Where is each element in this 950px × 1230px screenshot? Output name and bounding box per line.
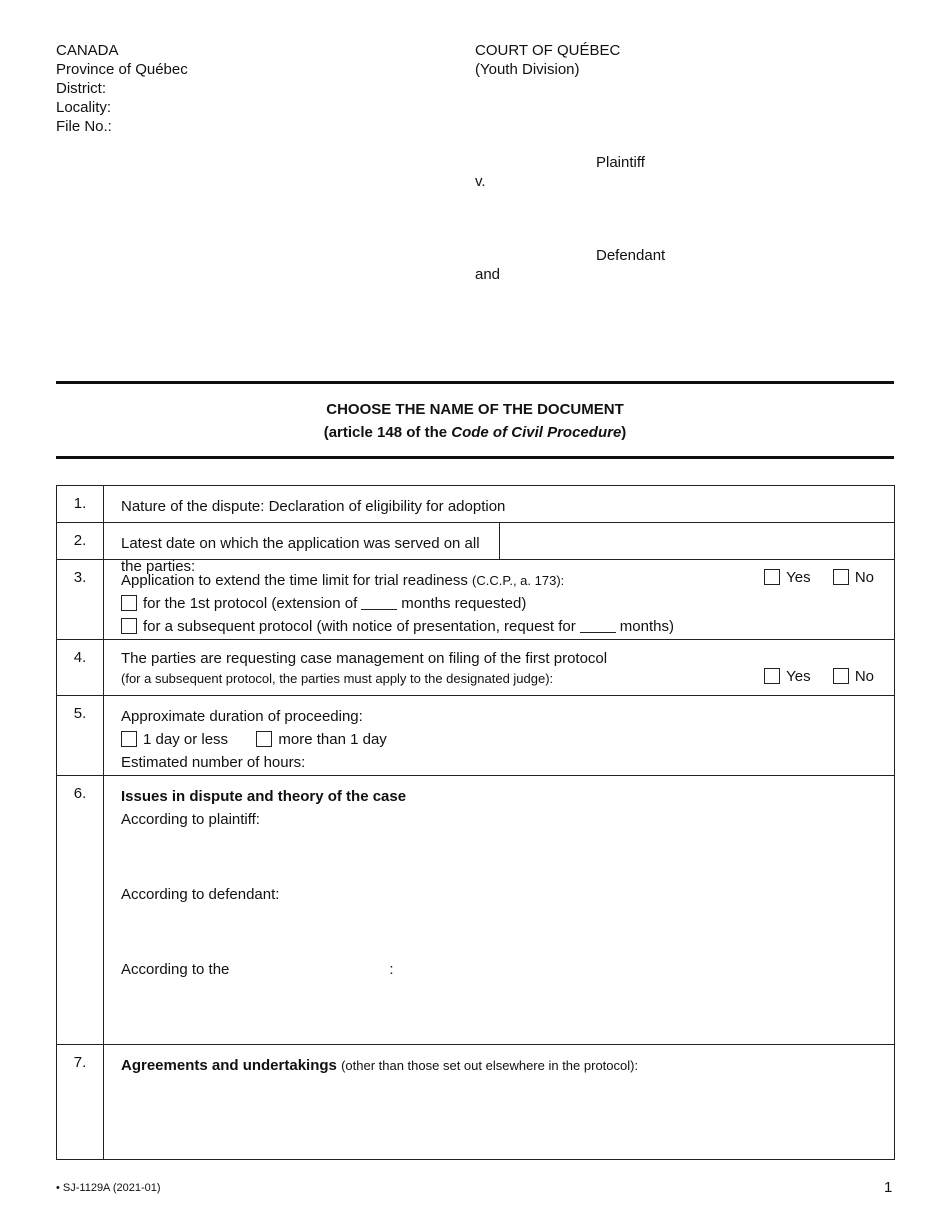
table-row xyxy=(57,1045,895,1160)
dispute-nature: Nature of the dispute: Declaration of eligibility for adoption xyxy=(121,498,506,515)
district-label: District: xyxy=(56,80,106,97)
one-day-checkbox[interactable] xyxy=(121,731,137,747)
agreements-heading: Agreements and undertakings xyxy=(121,1057,337,1074)
extension-yes-checkbox[interactable] xyxy=(764,569,780,585)
row-number: 7. xyxy=(73,1054,87,1071)
duration-label: Approximate duration of proceeding: xyxy=(121,708,363,725)
plaintiff-label: Plaintiff xyxy=(596,154,645,171)
service-date-label: Latest date on which the application was served on all the parties: xyxy=(121,535,480,575)
estimated-hours-label: Estimated number of hours: xyxy=(121,754,306,771)
country: CANADA xyxy=(56,42,119,59)
service-date-field[interactable] xyxy=(499,523,895,560)
defendant-position-label: According to defendant: xyxy=(121,886,280,903)
more-than-one-day-checkbox[interactable] xyxy=(256,731,272,747)
header-right xyxy=(475,41,620,79)
case-management-label: The parties are requesting case management on filing of the first protocol xyxy=(121,650,608,667)
province: Province of Québec xyxy=(56,61,188,78)
document-subtitle: (article 148 of the Code of Civil Procedure) xyxy=(323,424,627,441)
table-row xyxy=(57,486,895,523)
code-name: Code of Civil Procedure xyxy=(451,424,622,441)
row-number: 3. xyxy=(73,569,87,586)
extension-label: Application to extend the time limit for trial readiness xyxy=(121,572,468,589)
defendant-label: Defendant xyxy=(596,247,666,264)
file-no-label: File No.: xyxy=(56,118,112,135)
row-number: 4. xyxy=(73,649,87,666)
protocol-table xyxy=(56,485,895,1160)
court-name: COURT OF QUÉBEC xyxy=(475,42,621,59)
months-blank[interactable] xyxy=(361,596,397,610)
court-division: (Youth Division) xyxy=(475,61,580,78)
service-date-value xyxy=(500,523,895,559)
and-label: and xyxy=(475,266,501,283)
issues-heading: Issues in dispute and theory of the case xyxy=(121,788,407,805)
table-row: 5. Approximate duration of proceeding: 1 day or less more than 1 day Estimated number of hours: xyxy=(57,696,895,776)
table-row xyxy=(57,523,895,560)
document-title xyxy=(56,401,894,418)
locality-label: Locality: xyxy=(56,99,112,116)
top-rule xyxy=(56,381,894,384)
case-management-yes-checkbox[interactable] xyxy=(764,668,780,684)
extension-yes-no: Yes No xyxy=(746,566,874,589)
row-number: 2. xyxy=(73,532,87,549)
case-management-no-checkbox[interactable] xyxy=(833,668,849,684)
defendant-position-field[interactable] xyxy=(121,906,878,958)
row-number: 1. xyxy=(73,495,87,512)
first-protocol-checkbox[interactable] xyxy=(121,595,137,611)
bottom-rule xyxy=(56,456,894,459)
plaintiff-position-field[interactable] xyxy=(121,831,878,883)
months-blank[interactable] xyxy=(580,619,616,633)
row-number: 5. xyxy=(73,705,87,722)
row-number: 6. xyxy=(73,785,87,802)
header-left xyxy=(56,41,188,136)
case-management-yes-no: Yes No xyxy=(746,667,874,687)
versus-label: v. xyxy=(475,173,486,190)
agreements-note: (other than those set out elsewhere in the protocol): xyxy=(341,1058,639,1073)
subsequent-protocol-checkbox[interactable] xyxy=(121,618,137,634)
table-row xyxy=(57,640,895,696)
extension-no-checkbox[interactable] xyxy=(833,569,849,585)
other-party-label: According to the xyxy=(121,961,230,978)
document-title-line1: CHOOSE THE NAME OF THE DOCUMENT xyxy=(326,401,624,418)
form-code: • SJ-1129A (2021-01) xyxy=(56,1182,161,1194)
table-row: 3. Application to extend the time limit for trial readiness (C.C.P., a. 173): Yes No for the 1st protocol (extension of months requested) for a subsequent protocol (with notice of presentation, request for months) xyxy=(57,560,895,640)
page-number: 1 xyxy=(884,1179,893,1196)
table-row: 6. Issues in dispute and theory of the case According to plaintiff: According to defendant: According to the : xyxy=(57,776,895,1045)
extension-ref: (C.C.P., a. 173): xyxy=(472,573,565,588)
plaintiff-position-label: According to plaintiff: xyxy=(121,811,260,828)
case-management-note: (for a subsequent protocol, the parties must apply to the designated judge): xyxy=(121,671,554,686)
